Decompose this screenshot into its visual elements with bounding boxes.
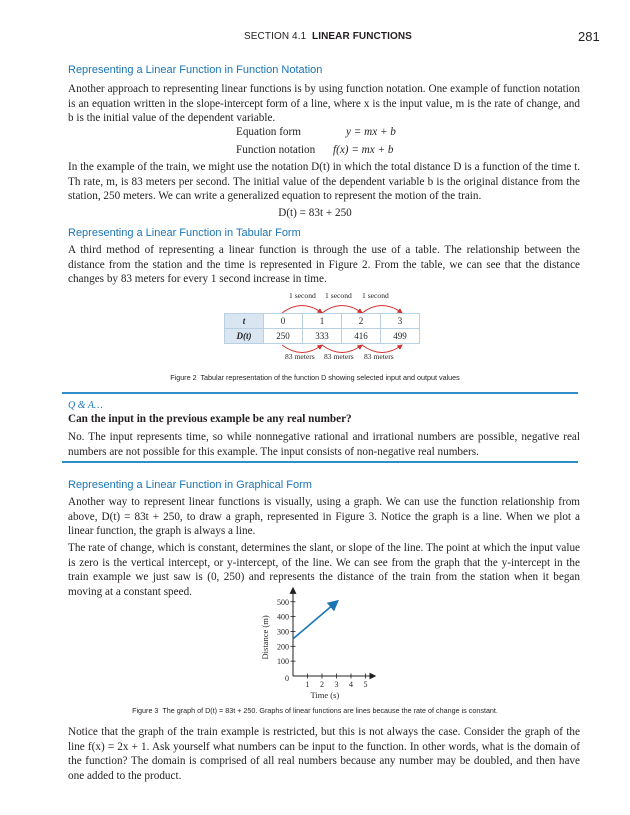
x-tick-label: 4: [349, 680, 353, 689]
table-cell: 499: [381, 329, 420, 344]
y-tick-label: 400: [277, 612, 289, 622]
series-line: [293, 602, 337, 639]
function-notation-expression: f(x) = mx + b: [333, 144, 394, 156]
heading-tabular-form: Representing a Linear Function in Tabular Form: [68, 227, 301, 239]
origin-label: 0: [285, 674, 289, 683]
x-tick-label: 5: [363, 680, 368, 689]
figure-3-text: The graph of D(t) = 83t + 250. Graphs of linear functions are lines because the rate of change is constant.: [162, 706, 498, 715]
y-axis-label: Distance (m): [260, 615, 270, 660]
table-cell: 333: [303, 329, 342, 344]
qa-answer: No. The input represents time, so while nonnegative rational and irrational numbers are possible, negative real numbers are not possible for this example. The input consists of non-negative real numbers.: [68, 431, 580, 458]
y-tick-label: 500: [277, 597, 289, 607]
table-cell: 250: [264, 329, 303, 344]
paragraph-graphical-1: Another way to represent linear functions is visually, using a graph. We can use the function relationship from above, D(t) = 83t + 250, to draw a graph, represented in Figure 3. Notice the graph is a line. When we plot a linear function, the graph is always a line.: [68, 496, 580, 537]
bottom-annotation-2: 83 meters: [324, 352, 354, 361]
table-cell: 416: [342, 329, 381, 344]
x-axis-label: Time (s): [310, 690, 340, 700]
table-header-dt: D(t): [225, 329, 264, 344]
paragraph-graphical-2: The rate of change, which is constant, determines the slant, or slope of the line. The point at which the input value is zero is the vertical intercept, or y-intercept, of the line. We can see from the graph that the y-intercept in the train example we just saw is (0, 250) and represents the distance of the train from the station when it began moving at a constant speed.: [68, 542, 580, 598]
table-cell: 2: [342, 314, 381, 329]
paragraph-function-notation-intro: Another approach to representing linear functions is by using function notation. One example of function notation is an equation written in the slope-intercept form of a line, where x is the input value, m is the rate of change, and b is the initial value of the dependent variable.: [68, 83, 580, 124]
function-notation-label: Function notation: [236, 144, 316, 156]
paragraph-graphical-3: Notice that the graph of the train example is restricted, but this is not always the case. Consider the graph of the line f(x) = 2x + 1. Ask yourself what numbers can be input to the function. In other words, what is the domain of the function? The domain is comprised of all real numbers because any number may be doubled, and then have one added to the product.: [68, 726, 580, 782]
top-annotation-3: 1 second: [362, 291, 389, 300]
table-header-t: t: [225, 314, 264, 329]
paragraph-train-notation: In the example of the train, we might use the notation D(t) in which the total distance D is a function of the time t. Th rate, m, is 83 meters per second. The initial value of the dependent variable b is the original distance from the station, 250 meters. We can write a generalized equation to represent the motion of the train.: [68, 161, 580, 202]
heading-function-notation: Representing a Linear Function in Function Notation: [68, 64, 323, 76]
table-cell: 3: [381, 314, 420, 329]
top-annotation-2: 1 second: [325, 291, 352, 300]
bottom-annotation-1: 83 meters: [285, 352, 315, 361]
figure-2-label: Figure 2: [170, 373, 197, 382]
section-title: LINEAR FUNCTIONS: [312, 31, 412, 42]
x-tick-label: 3: [334, 680, 339, 689]
y-tick-label: 100: [277, 657, 289, 667]
x-tick-label: 2: [320, 680, 324, 689]
y-tick-label: 300: [277, 627, 289, 637]
x-tick-label: 1: [305, 680, 310, 689]
y-tick-label: 200: [277, 642, 289, 652]
heading-graphical-form: Representing a Linear Function in Graphical Form: [68, 479, 312, 491]
qa-label: Q & A…: [68, 400, 103, 411]
train-equation: D(t) = 83t + 250: [278, 207, 352, 219]
section-label: SECTION 4.1: [244, 31, 307, 42]
bottom-annotation-3: 83 meters: [364, 352, 394, 361]
table-cell: 0: [264, 314, 303, 329]
qa-question: Can the input in the previous example be any real number?: [68, 413, 352, 425]
paragraph-tabular: A third method of representing a linear function is through the use of a table. The relationship between the distance from the station and the time is represented in Figure 2. From the table, we can see that the distance changes by 83 meters for every 1 second increase in time.: [68, 244, 580, 285]
figure-3-label: Figure 3: [132, 706, 159, 715]
figure-2-text: Tabular representation of the function D showing selected input and output values: [200, 373, 460, 382]
figure-3-caption: [0, 706, 630, 715]
equation-form-label: Equation form: [236, 126, 301, 138]
top-annotation-1: 1 second: [289, 291, 316, 300]
page-number: 281: [578, 29, 600, 44]
table-cell: 1: [303, 314, 342, 329]
equation-form-expression: y = mx + b: [346, 126, 396, 138]
